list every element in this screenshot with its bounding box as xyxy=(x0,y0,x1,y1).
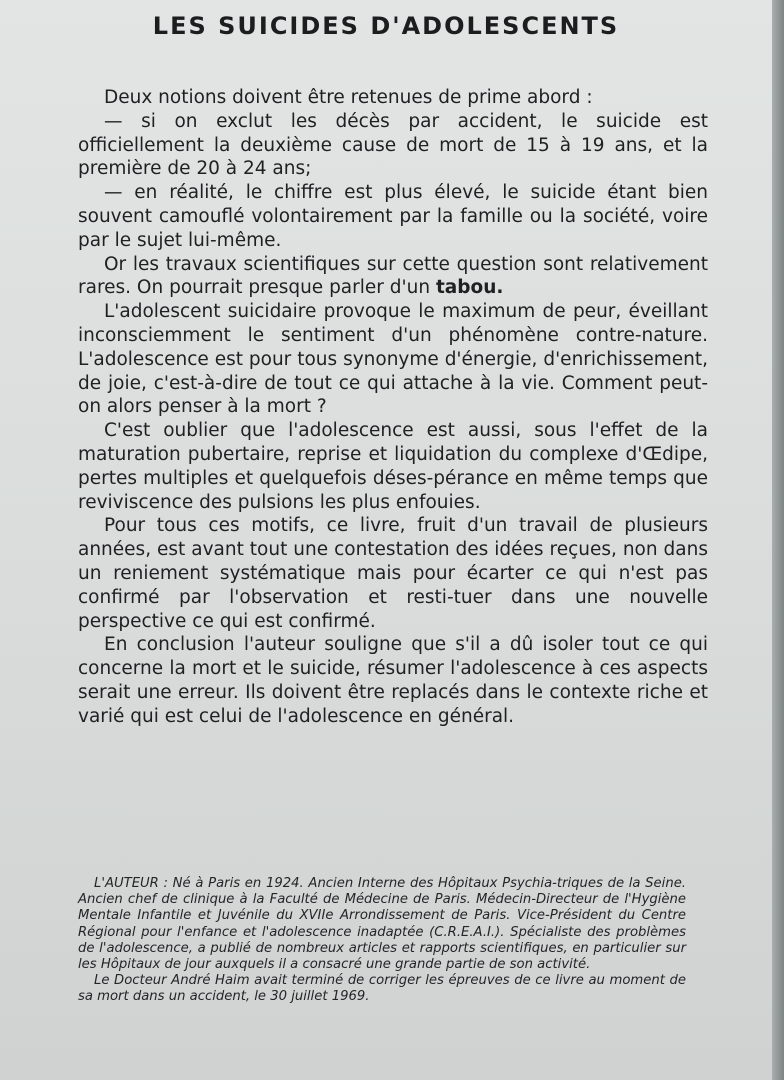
author-biography: L'AUTEUR : Né à Paris en 1924. Ancien Interne des Hôpitaux Psychia-triques de la Seine. Ancien chef de clinique à la Faculté de Médecine de Paris. Médecin-Directeur de l'Hygiène Mentale Infantile et Juvénile du XVIIe Arrondissement de Paris. Vice-Président du Centre Régional pour l'enfance et l'adolescence inadaptée (C.R.E.A.I.). Spécialiste des problèmes de l'adolescence, a publié de nombreux articles et rapports scientifiques, en particulier sur les Hôpitaux de jour auxquels il a consacré une grande partie de son activité. xyxy=(78,876,686,973)
paragraph-conclusion: En conclusion l'auteur souligne que s'il a dû isoler tout ce qui concerne la mort et le suicide, résumer l'adolescence à ces aspects serait une erreur. Ils doivent être replacés dans le contexte riche et varié qui est celui de l'adolescence en général. xyxy=(78,634,708,727)
paragraph-fear: L'adolescent suicidaire provoque le maximum de peur, éveillant inconsciemment le sentiment d'un phénomène contre-nature. L'adolescence est pour tous synonyme d'énergie, d'enrichissement, de joie, c'est-à-dire de tout ce qui attache à la vie. Comment peut-on alors penser à la mort ? xyxy=(78,301,708,418)
paragraph-point-2: — en réalité, le chiffre est plus élevé, le suicide étant bien souvent camouflé volontairement par la famille ou la société, voire par le sujet lui-même. xyxy=(78,182,708,251)
paragraph-motives: Pour tous ces motifs, ce livre, fruit d'un travail de plusieurs années, est avant tout une contestation des idées reçues, non dans un reniement systématique mais pour écarter ce qui n'est pas confirmé par l'observation et resti-tuer dans une nouvelle perspective ce qui est confirmé. xyxy=(78,515,708,632)
author-note xyxy=(78,876,686,1006)
author-death-note: Le Docteur André Haim avait terminé de corriger les épreuves de ce livre au moment de sa mort dans un accident, le 30 juillet 1969. xyxy=(78,973,686,1005)
paragraph-forgetting: C'est oublier que l'adolescence est aussi, sous l'effet de la maturation pubertaire, reprise et liquidation du complexe d'Œdipe, pertes multiples et quelquefois déses-pérance en même temps que reviviscence des pulsions les plus enfouies. xyxy=(78,420,708,513)
paragraph-research xyxy=(78,253,708,301)
page-title: LES SUICIDES D'ADOLESCENTS xyxy=(152,12,620,40)
summary-text xyxy=(78,86,708,729)
emphasis-word: tabou. xyxy=(435,277,504,299)
page-edge-shadow xyxy=(772,0,784,1080)
paragraph-research-text: Or les travaux scientifiques sur cette question sont relativement rares. On pourrait presque parler d'un xyxy=(78,253,708,299)
paragraph-intro: Deux notions doivent être retenues de prime abord : xyxy=(104,87,593,108)
paragraph-point-1: — si on exclut les décès par accident, le suicide est officiellement la deuxième cause de mort de 15 à 19 ans, et la première de 20 à 24 ans; xyxy=(78,110,708,180)
